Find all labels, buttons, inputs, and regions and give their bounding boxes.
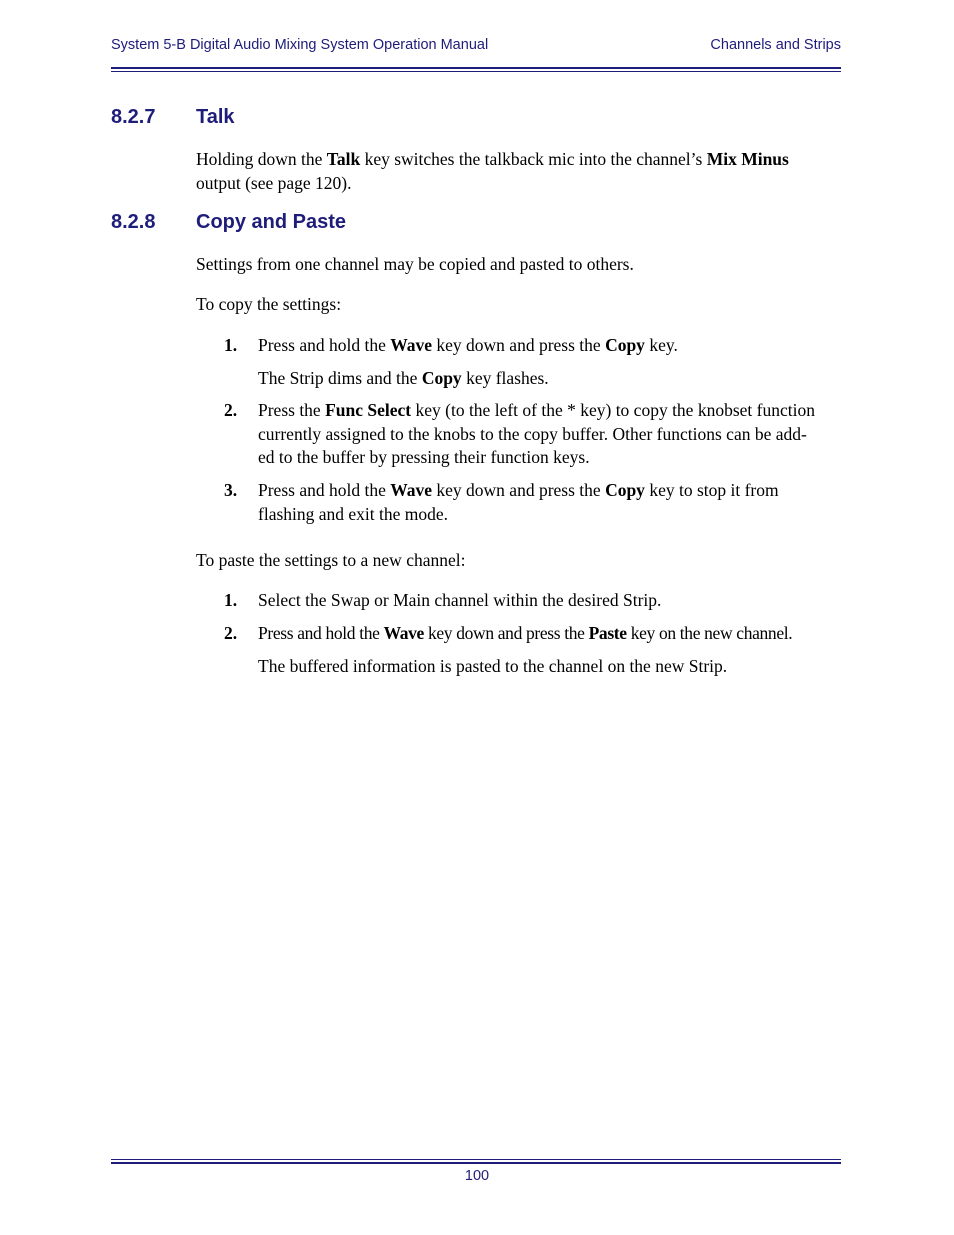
section-title-talk: Talk	[196, 106, 235, 128]
footer-rule	[111, 1162, 841, 1164]
copy-paste-intro: Settings from one channel may be copied and pasted to others.	[196, 254, 634, 274]
paste-step-2-text: Press and hold the Wave key down and press the Paste key on the new channel.	[258, 623, 793, 643]
section-number-talk: 8.2.7	[111, 106, 156, 128]
footer-rule-thin	[111, 1159, 841, 1160]
paste-step-1-number: 1.	[224, 590, 238, 610]
paste-lead: To paste the settings to a new channel:	[196, 550, 466, 570]
copy-step-1-number: 1.	[224, 335, 238, 355]
page-number: 100	[464, 1168, 490, 1184]
copy-lead: To copy the settings:	[196, 294, 342, 314]
copy-step-3-number: 3.	[224, 480, 238, 500]
paste-step-2-note: The buffered information is pasted to the channel on the new Strip.	[258, 656, 728, 676]
header-rule	[111, 67, 841, 69]
copy-step-1-text: Press and hold the Wave key down and press the Copy key.	[258, 335, 678, 355]
talk-paragraph: Holding down the Talk key switches the talkback mic into the channel’s Mix Minus output (see page 120).	[196, 149, 789, 193]
copy-step-3-text: Press and hold the Wave key down and press the Copy key to stop it from flashing and exit the mode.	[258, 480, 779, 524]
header-rule-thin	[111, 71, 841, 72]
paste-step-1-text: Select the Swap or Main channel within the desired Strip.	[258, 590, 662, 610]
running-header-chapter: Channels and Strips	[710, 37, 841, 53]
paste-step-2-number: 2.	[224, 623, 238, 643]
copy-step-1-note: The Strip dims and the Copy key flashes.	[258, 368, 549, 388]
running-header-title: System 5-B Digital Audio Mixing System Operation Manual	[111, 37, 489, 53]
section-title-copy-paste: Copy and Paste	[196, 211, 347, 233]
copy-step-2-number: 2.	[224, 400, 238, 420]
section-number-copy-paste: 8.2.8	[111, 211, 156, 233]
copy-step-2-text: Press the Func Select key (to the left of the * key) to copy the knobset function currently assigned to the knobs to the copy buffer. Other functions can be add- ed to the buffer by pressing their function keys.	[258, 400, 815, 467]
